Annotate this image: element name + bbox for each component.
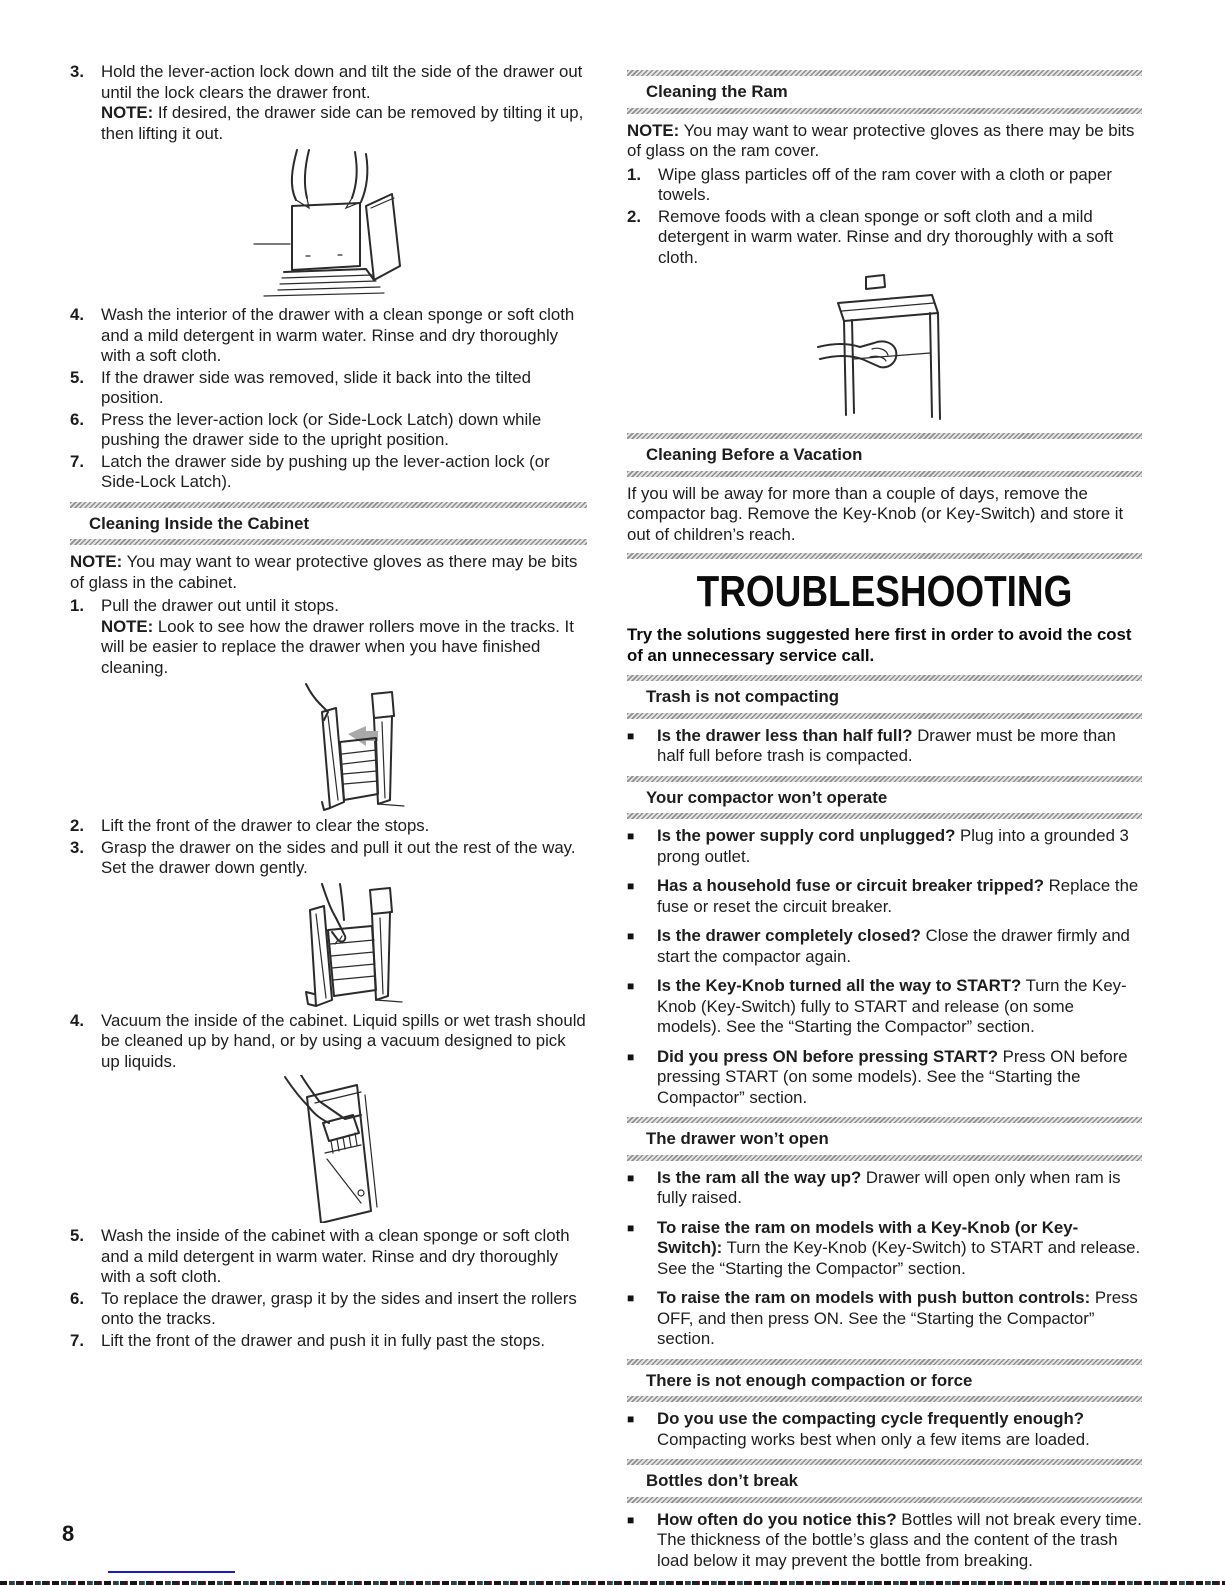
item-text: Hold the lever-action lock down and tilt the side of the drawer out until the lock clears the drawer front. — [101, 62, 583, 102]
note-label: NOTE: — [70, 552, 123, 571]
section-heading: Bottles don’t break — [646, 1471, 798, 1490]
item-number: 6. — [70, 1288, 84, 1308]
item-number: 7. — [70, 1330, 84, 1350]
left-column — [70, 62, 587, 1352]
bullet-answer: Press ON before pressing START (on some models). See the “Starting the Compactor” section. — [657, 1046, 1128, 1107]
figure-clean-ram — [627, 272, 1142, 424]
list-item — [70, 62, 587, 144]
note-paragraph — [70, 552, 587, 593]
item-number: 1. — [70, 596, 84, 615]
bullet-question: To raise the ram on models with a Key-Knob (or Key-Switch): — [657, 1217, 1079, 1257]
square-bullet-icon: ■ — [627, 879, 635, 893]
item-number: 3. — [70, 62, 84, 81]
brush-cabinet-illustration — [249, 1075, 409, 1223]
item-number: 7. — [70, 451, 84, 471]
section-heading: Trash is not compacting — [646, 687, 840, 706]
figure-grasp-drawer — [70, 881, 587, 1009]
section-header — [627, 1117, 1142, 1161]
drawer-pull-out-illustration — [244, 682, 414, 812]
note-text: Look to see how the drawer rollers move in the tracks. It will be easier to replace the drawer when you have finished cleaning. — [101, 616, 574, 677]
bullet-question: Is the drawer less than half full? — [657, 725, 913, 745]
square-bullet-icon: ■ — [627, 829, 635, 843]
troubleshooting-bullet — [627, 926, 1142, 967]
item-number: 4. — [70, 305, 84, 324]
bullet-question: Did you press ON before pressing START? — [657, 1046, 998, 1066]
item-number: 5. — [70, 367, 84, 387]
figure-remove-drawer-side — [70, 146, 587, 301]
section-header — [627, 1459, 1142, 1503]
grasp-drawer-illustration — [244, 882, 414, 1008]
section-heading: Your compactor won’t operate — [646, 787, 888, 807]
square-bullet-icon: ■ — [627, 1291, 635, 1305]
square-bullet-icon: ■ — [627, 929, 635, 943]
bullet-answer: Turn the Key-Knob (Key-Switch) to START and release. See the “Starting the Compactor” section. — [657, 1238, 1141, 1278]
bullet-answer: Compacting works best when only a few items are loaded. — [657, 1429, 1090, 1449]
troubleshooting-intro: Try the solutions suggested here first in order to avoid the cost of an unnecessary service call. — [627, 625, 1132, 665]
troubleshooting-bullet — [627, 976, 1142, 1038]
list-item — [70, 838, 587, 879]
bullet-answer: Drawer must be more than half full before trash is compacted. — [657, 725, 1116, 765]
section-heading: Cleaning Before a Vacation — [646, 445, 863, 464]
troubleshooting-bullet — [627, 1409, 1142, 1450]
bullet-answer: Bottles will not break every time. The thickness of the bottle’s glass and the content of the trash load below it may prevent the bottle from breaking. — [657, 1509, 1142, 1570]
item-number: 2. — [627, 206, 641, 226]
hatch-rule — [627, 813, 1142, 819]
item-text: Vacuum the inside of the cabinet. Liquid spills or wet trash should be cleaned up by hand, or by using a vacuum designed to pick up liquids. — [101, 1010, 586, 1071]
list-item — [70, 1226, 587, 1288]
item-note — [101, 617, 587, 679]
section-header — [627, 1359, 1142, 1403]
section-header — [627, 70, 1142, 114]
item-number: 6. — [70, 409, 84, 429]
item-text: Pull the drawer out until it stops. — [101, 596, 339, 615]
troubleshooting-bullet — [627, 1047, 1142, 1109]
list-item — [70, 305, 587, 367]
bullet-question: Is the ram all the way up? — [657, 1167, 862, 1187]
item-text: Lift the front of the drawer to clear the stops. — [101, 816, 430, 835]
bullet-answer: Turn the Key-Knob (Key-Switch) fully to START and release (on some models). See the “Starting the Compactor” section. — [657, 976, 1127, 1036]
troubleshooting-bullet — [627, 1510, 1142, 1572]
square-bullet-icon: ■ — [627, 1049, 635, 1064]
drawer-side-removal-illustration — [234, 148, 424, 300]
hatch-rule — [627, 713, 1142, 719]
hatch-rule — [627, 1497, 1142, 1503]
bullet-question: Is the drawer completely closed? — [657, 926, 921, 945]
item-number: 5. — [70, 1226, 84, 1245]
bullet-answer: Close the drawer firmly and start the compactor again. — [657, 926, 1130, 966]
item-number: 3. — [70, 837, 84, 857]
troubleshooting-title: TROUBLESHOOTING — [696, 567, 1073, 616]
section-header — [70, 502, 587, 546]
list-item — [627, 165, 1142, 206]
hatch-rule — [627, 553, 1142, 559]
bullet-question: Is the Key-Knob turned all the way to START? — [657, 976, 1022, 995]
bullet-answer: Replace the fuse or reset the circuit breaker. — [657, 876, 1139, 916]
item-text: Wash the interior of the drawer with a clean sponge or soft cloth and a mild detergent in warm water. Rinse and dry thoroughly with a soft cloth. — [101, 305, 575, 365]
troubleshooting-bullet — [627, 876, 1142, 917]
hatch-rule — [70, 539, 587, 545]
square-bullet-icon: ■ — [627, 1512, 635, 1527]
troubleshooting-bullet — [627, 726, 1142, 767]
section-header — [627, 776, 1142, 820]
section-heading: Cleaning the Ram — [646, 82, 788, 101]
bullet-question: Has a household fuse or circuit breaker tripped? — [657, 876, 1044, 895]
item-text: Grasp the drawer on the sides and pull it out the rest of the way. Set the drawer down gently. — [101, 837, 576, 877]
square-bullet-icon: ■ — [627, 1170, 635, 1185]
note-text: You may want to wear protective gloves as there may be bits of glass on the ram cover. — [627, 120, 1135, 160]
footer-blue-line — [108, 1571, 235, 1573]
list-item — [70, 1331, 587, 1352]
troubleshooting-bullet — [627, 1168, 1142, 1209]
list-item — [70, 1011, 587, 1073]
bullet-answer: Press OFF, and then press ON. See the “Starting the Compactor” section. — [657, 1288, 1138, 1348]
item-text: Remove foods with a clean sponge or soft cloth and a mild detergent in warm water. Rinse and dry thoroughly with a soft cloth. — [658, 206, 1114, 267]
list-item — [70, 452, 587, 493]
list-item — [70, 1289, 587, 1330]
bullet-answer: Drawer will open only when ram is fully raised. — [657, 1167, 1121, 1207]
section-heading: The drawer won’t open — [646, 1129, 829, 1148]
bullet-question: Is the power supply cord unplugged? — [657, 826, 956, 845]
note-paragraph — [627, 121, 1142, 162]
section-header — [627, 675, 1142, 719]
item-text: To replace the drawer, grasp it by the sides and insert the rollers onto the tracks. — [101, 1288, 577, 1328]
bullet-question: How often do you notice this? — [657, 1509, 897, 1529]
right-column — [627, 70, 1142, 1580]
note-text: You may want to wear protective gloves as there may be bits of glass in the cabinet. — [70, 552, 578, 592]
list-item — [70, 816, 587, 837]
item-number: 4. — [70, 1010, 84, 1030]
figure-pull-drawer-out — [70, 680, 587, 814]
item-text: Wash the inside of the cabinet with a clean sponge or soft cloth and a mild detergent in warm water. Rinse and dry thoroughly with a soft cloth. — [101, 1226, 570, 1286]
bullet-answer: Plug into a grounded 3 prong outlet. — [657, 826, 1129, 866]
hatch-rule — [627, 108, 1142, 114]
item-text: Lift the front of the drawer and push it in fully past the stops. — [101, 1330, 546, 1350]
item-text: Press the lever-action lock (or Side-Lock Latch) down while pushing the drawer side to the upright position. — [101, 409, 542, 449]
clean-ram-illustration — [800, 273, 970, 423]
square-bullet-icon: ■ — [627, 979, 635, 993]
list-item — [627, 207, 1142, 269]
note-label: NOTE: — [101, 616, 154, 636]
note-text: If desired, the drawer side can be removed by tilting it up, then lifting it out. — [101, 103, 584, 143]
troubleshooting-bullet — [627, 826, 1142, 867]
item-text: If the drawer side was removed, slide it back into the tilted position. — [101, 367, 531, 407]
page-number: 8 — [62, 1521, 75, 1546]
item-note — [101, 103, 587, 144]
section-header — [627, 433, 1142, 477]
figure-brush-cabinet — [70, 1074, 587, 1224]
section-heading: There is not enough compaction or force — [646, 1370, 973, 1390]
section-heading: Cleaning Inside the Cabinet — [89, 513, 310, 533]
square-bullet-icon: ■ — [627, 728, 635, 743]
item-text: Wipe glass particles off of the ram cover with a cloth or paper towels. — [658, 164, 1112, 204]
bullet-question: Do you use the compacting cycle frequently enough? — [657, 1409, 1085, 1428]
hatch-rule — [627, 1155, 1142, 1161]
troubleshooting-bullet — [627, 1218, 1142, 1280]
hatch-rule — [627, 471, 1142, 477]
note-label: NOTE: — [101, 103, 154, 122]
list-item — [70, 410, 587, 451]
troubleshooting-bullet — [627, 1288, 1142, 1350]
item-number: 1. — [627, 164, 641, 184]
item-number: 2. — [70, 816, 84, 835]
square-bullet-icon: ■ — [627, 1412, 635, 1426]
hatch-rule — [627, 1396, 1142, 1402]
item-text: Latch the drawer side by pushing up the lever-action lock (or Side-Lock Latch). — [101, 451, 550, 491]
vacation-paragraph: If you will be away for more than a couple of days, remove the compactor bag. Remove the Key-Knob (or Key-Switch) and store it out of children’s reach. — [627, 483, 1124, 544]
list-item — [70, 368, 587, 409]
bullet-question: To raise the ram on models with push button controls: — [657, 1288, 1091, 1307]
square-bullet-icon: ■ — [627, 1220, 635, 1235]
list-item — [70, 596, 587, 678]
note-label: NOTE: — [627, 120, 680, 140]
bottom-scan-artifact — [0, 1581, 1225, 1585]
